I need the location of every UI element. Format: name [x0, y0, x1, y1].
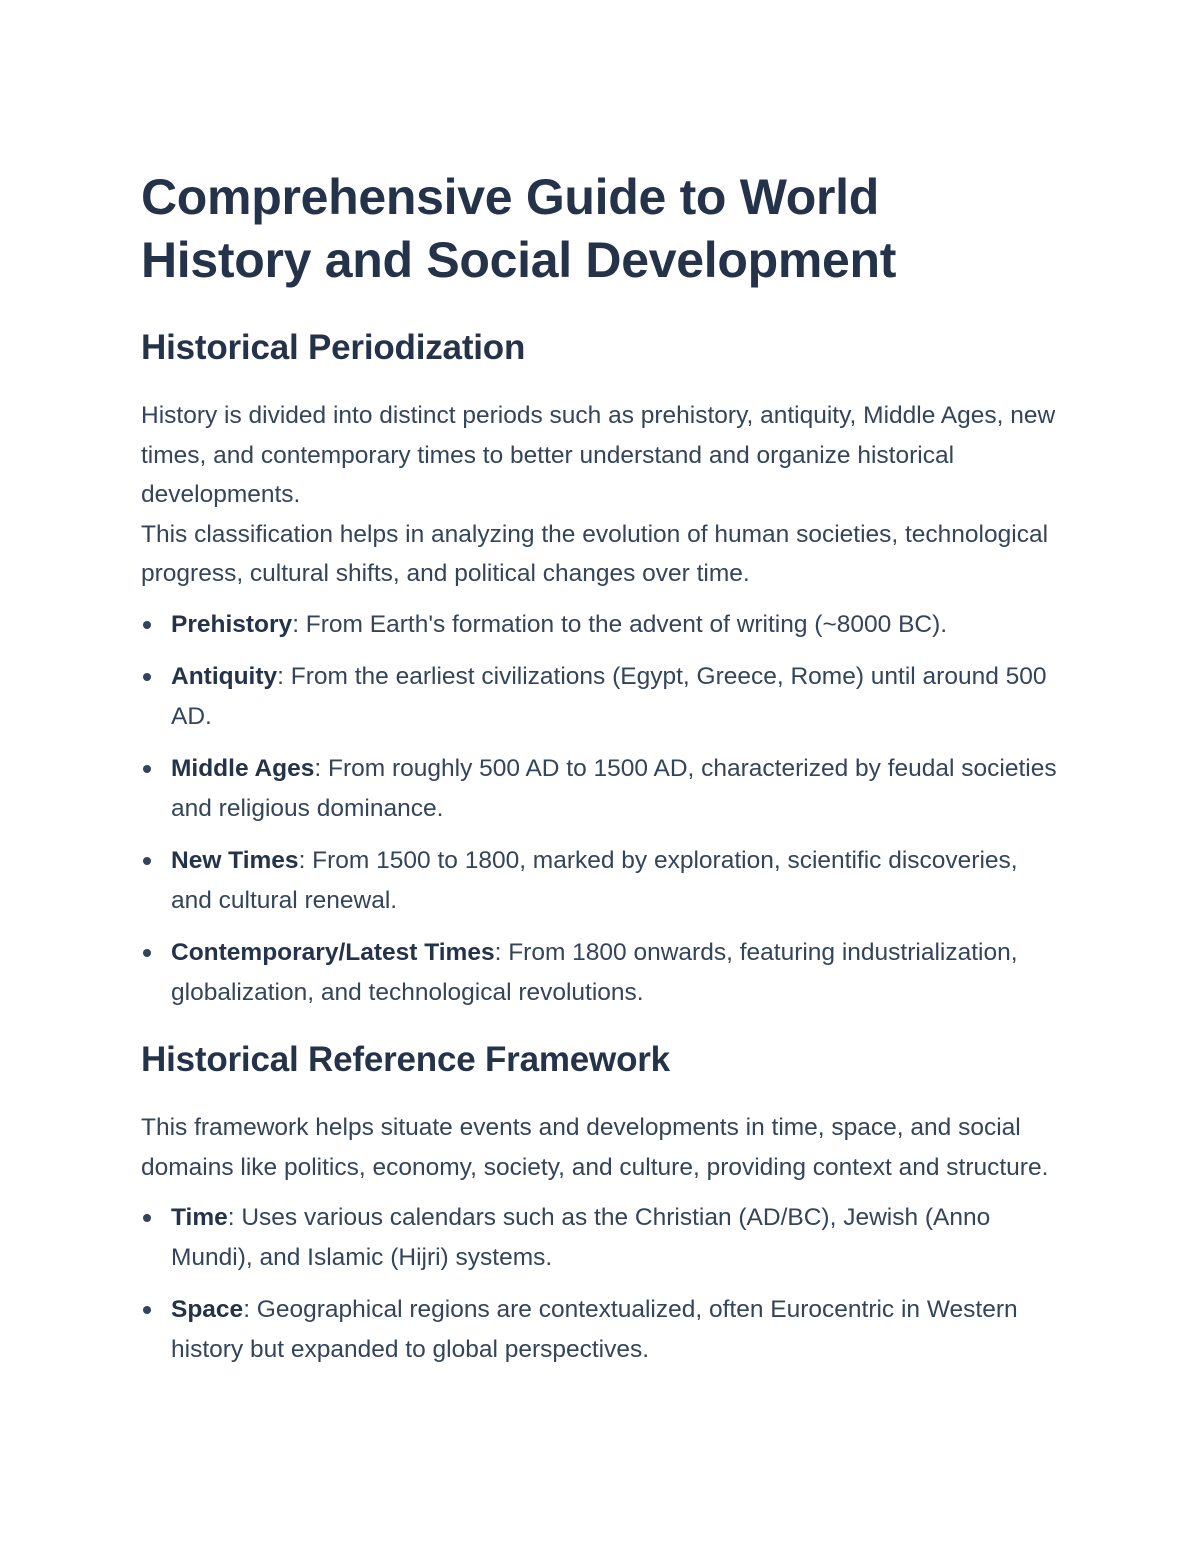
paragraph: History is divided into distinct periods such as prehistory, antiquity, Middle Ages, new times, and contemporary times to better understand and organize historical developments.: [141, 402, 1056, 508]
bullet-icon: [143, 1214, 151, 1222]
list-item-term: Antiquity: [171, 663, 278, 690]
list-item-text: : From the earliest civilizations (Egypt, Greece, Rome) until around 500 AD.: [171, 663, 1047, 730]
list-item: [141, 657, 1061, 736]
list-item: [141, 841, 1061, 920]
list-item-term: New Times: [171, 847, 299, 874]
list-item: [141, 1290, 1061, 1369]
bullet-icon: [143, 621, 151, 629]
list-item-text: : Uses various calendars such as the Christian (AD/BC), Jewish (Anno Mundi), and Islamic (Hijri) systems.: [171, 1204, 991, 1271]
list-item: [141, 605, 1061, 645]
list-item-text: : From 1800 onwards, featuring industrialization, globalization, and technological revolutions.: [171, 939, 1018, 1006]
list-item-term: Contemporary/Latest Times: [171, 939, 495, 966]
bullet-icon: [143, 857, 151, 865]
document-page: [141, 166, 1061, 1382]
list-item-text: : From Earth's formation to the advent of writing (~8000 BC).: [292, 610, 948, 638]
periodization-list: [141, 605, 1061, 1013]
section-heading-reference-framework: Historical Reference Framework: [141, 1040, 670, 1079]
list-item-text: : Geographical regions are contextualized, often Eurocentric in Western history but expanded to global perspectives.: [171, 1296, 1018, 1363]
bullet-icon: [143, 765, 151, 773]
section-heading-periodization: Historical Periodization: [141, 328, 526, 367]
list-item-term: Prehistory: [171, 610, 293, 638]
paragraph: This framework helps situate events and developments in time, space, and social domains like politics, economy, society, and culture, providing context and structure.: [141, 1114, 1049, 1181]
paragraph: This classification helps in analyzing the evolution of human societies, technological progress, cultural shifts, and political changes over time.: [141, 520, 1049, 587]
list-item-term: Space: [171, 1296, 244, 1323]
list-item: [141, 1198, 1061, 1277]
list-item-term: Time: [171, 1204, 228, 1231]
framework-list: [141, 1198, 1061, 1369]
framework-intro: [141, 1108, 1061, 1187]
page-title: Comprehensive Guide to World History and Social Development: [141, 169, 897, 288]
list-item: [141, 933, 1061, 1012]
periodization-intro: [141, 396, 1061, 594]
bullet-icon: [143, 1306, 151, 1314]
list-item: [141, 749, 1061, 828]
bullet-icon: [143, 949, 151, 957]
list-item-term: Middle Ages: [171, 755, 315, 782]
list-item-text: : From roughly 500 AD to 1500 AD, characterized by feudal societies and religious dominance.: [171, 755, 1057, 822]
bullet-icon: [143, 673, 151, 681]
list-item-text: : From 1500 to 1800, marked by exploration, scientific discoveries, and cultural renewal.: [171, 847, 1018, 914]
